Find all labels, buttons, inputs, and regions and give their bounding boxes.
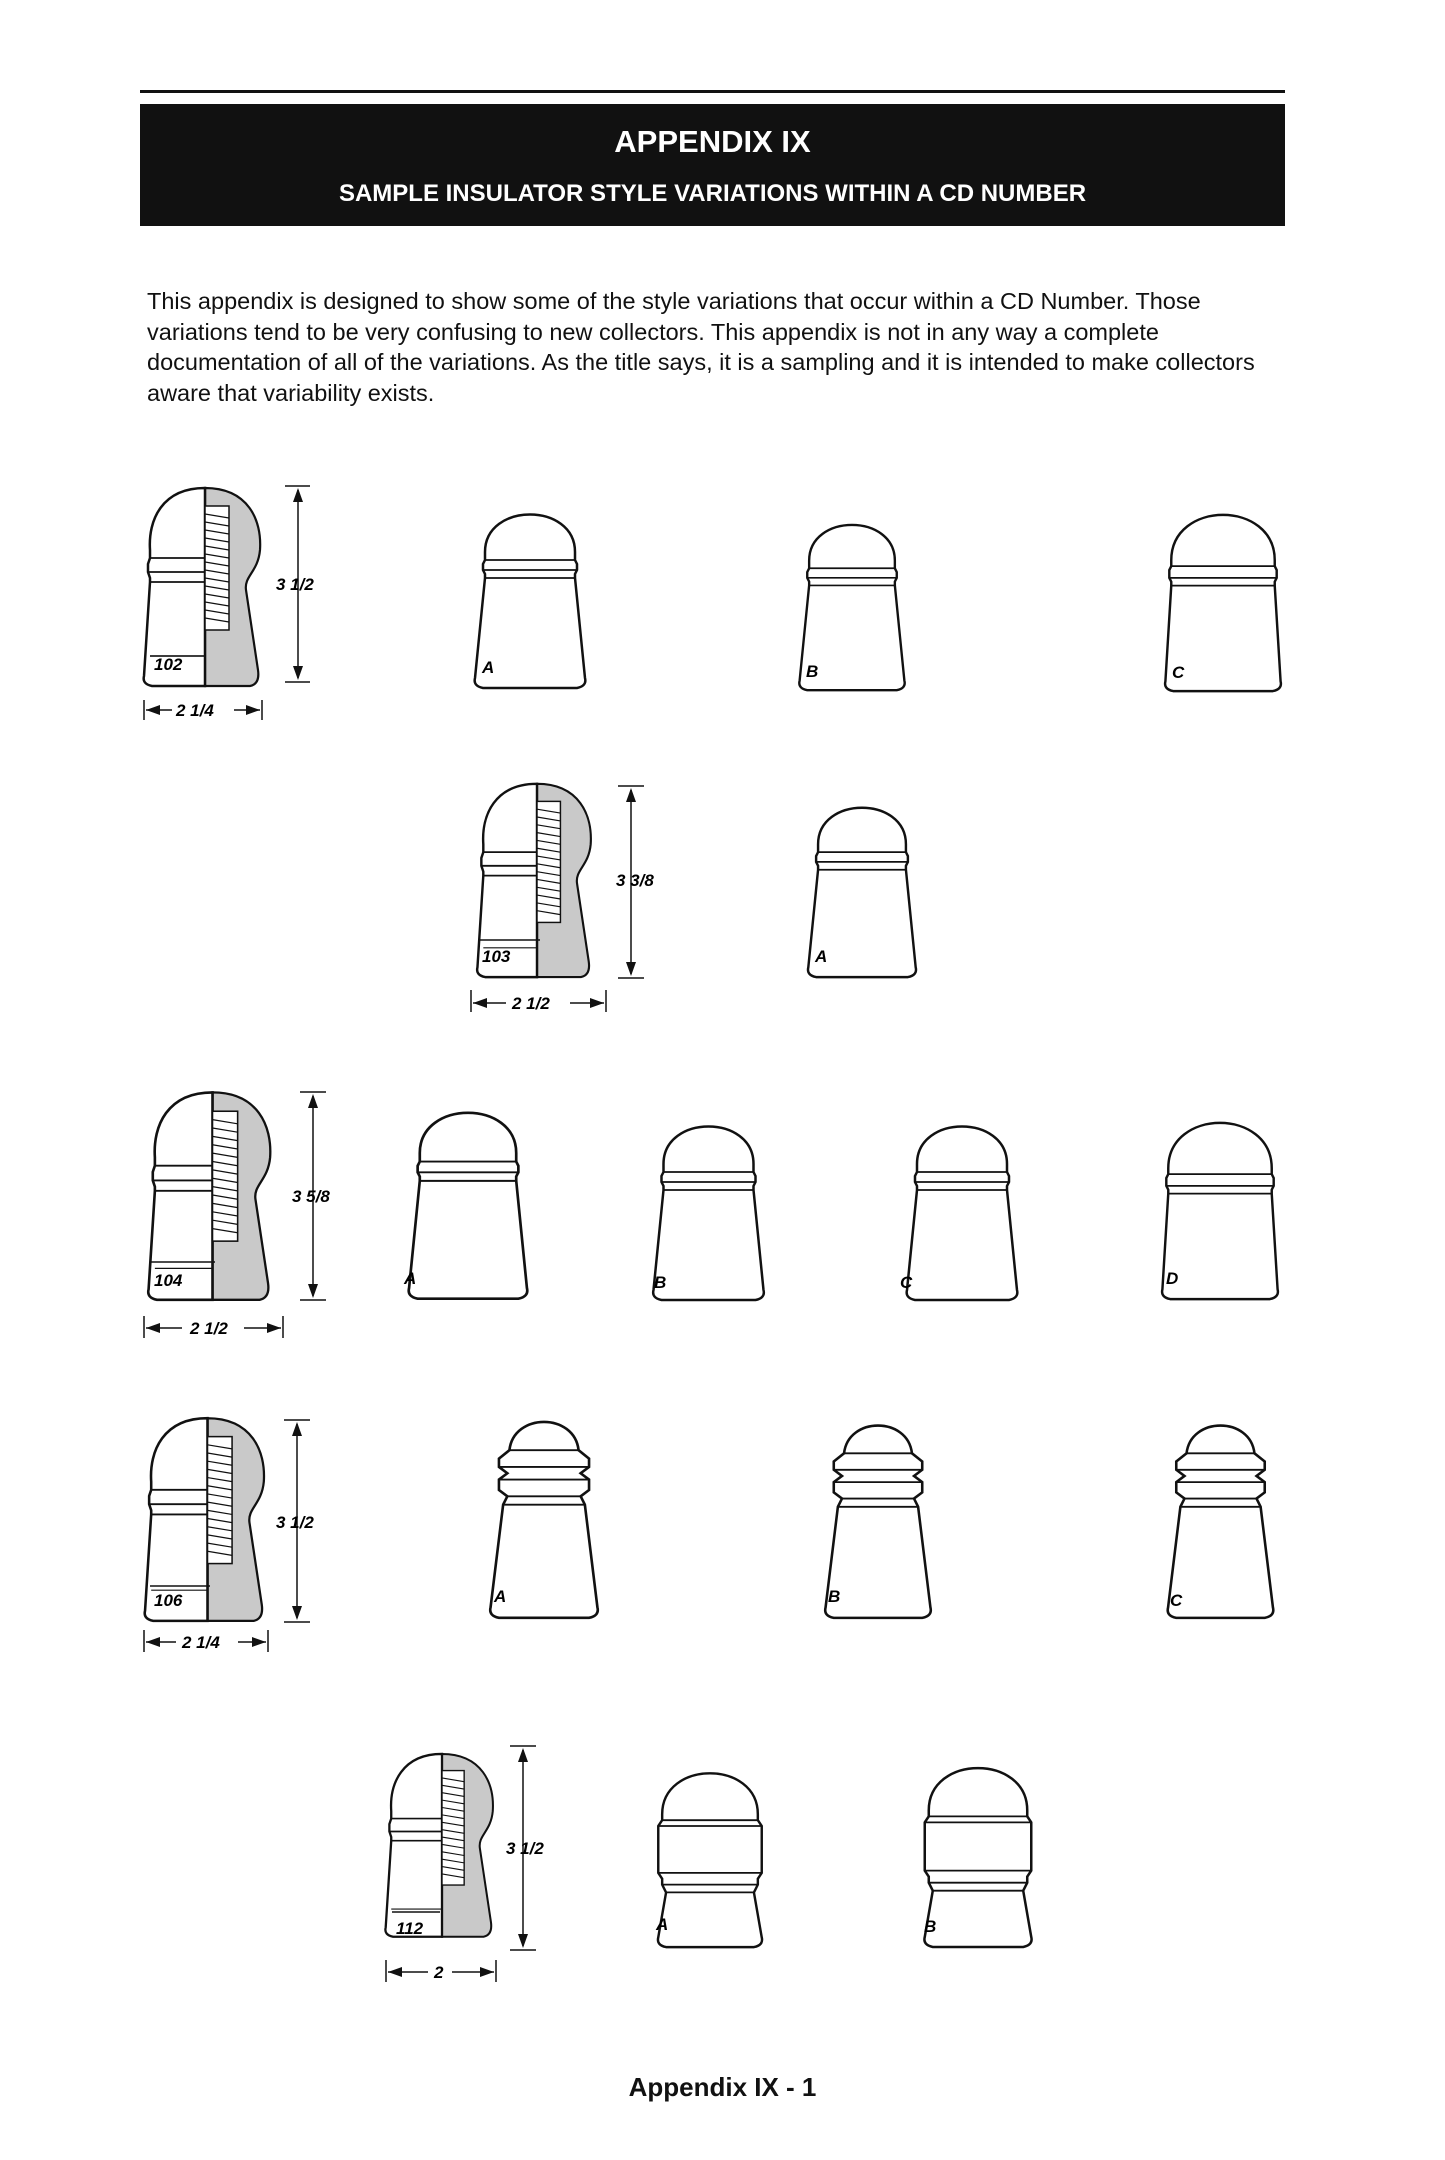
cd-104-variant-a-drawing	[409, 1113, 528, 1299]
cd-106-variant-c-label: C	[1170, 1591, 1183, 1610]
page-footer: Appendix IX - 1	[628, 2072, 817, 2102]
cd-102-height-label: 3 1/2	[276, 575, 314, 594]
cd-106-height-label: 3 1/2	[276, 1513, 314, 1532]
cd-106-variant-a-label: A	[494, 1587, 507, 1606]
cd-104-variant-c-drawing	[907, 1127, 1018, 1301]
cd-103-variant-a-label: A	[815, 947, 828, 966]
page-title: APPENDIX IX	[614, 124, 811, 159]
cd-104-variant-c-label: C	[900, 1273, 913, 1292]
cd-106-variant-c-drawing	[1168, 1426, 1274, 1618]
cd-102-width-label: 2 1/4	[176, 701, 214, 720]
cd-112-label: 112	[396, 1919, 424, 1938]
cd-112-variant-a-drawing	[658, 1773, 762, 1947]
cd-102-variant-c-label: C	[1172, 663, 1185, 682]
intro-paragraph: This appendix is designed to show some of the style variations that occur within a CD Number. Those variations tend to be very confusing to new collectors. This appendix is not in any way a complete documentation of all of the variations. As the title says, it is a sampling and it is intended to make collectors aware that variability exists.	[147, 288, 1255, 406]
cd-106-variant-b-label: B	[828, 1587, 841, 1606]
cd-112-width-label: 2	[434, 1963, 444, 1982]
cd-106-variant-b-drawing	[825, 1426, 931, 1618]
cd-104-width-label: 2 1/2	[190, 1319, 228, 1338]
cd-103-height-label: 3 3/8	[616, 871, 654, 890]
cd-112-section-drawing	[385, 1754, 493, 1937]
cd-104-variant-d-label: D	[1166, 1269, 1179, 1288]
cd-104-section-drawing	[148, 1092, 270, 1299]
cd-106-variant-a-drawing	[490, 1422, 598, 1618]
cd-112-variant-b-drawing	[924, 1768, 1031, 1947]
cd-102-variant-b-label: B	[806, 662, 819, 681]
cd-104-variant-b-drawing	[653, 1127, 764, 1301]
cd-103-label: 103	[482, 947, 511, 966]
cd-112-height-label: 3 1/2	[506, 1839, 544, 1858]
cd-102-label: 102	[154, 655, 183, 674]
cd-104-variant-b-label: B	[654, 1273, 667, 1292]
cd-104-variant-d-drawing	[1162, 1123, 1278, 1299]
cd-102-variant-a-label: A	[482, 658, 495, 677]
page-subtitle: SAMPLE INSULATOR STYLE VARIATIONS WITHIN A CD NUMBER	[338, 180, 1087, 207]
cd-106-label: 106	[154, 1591, 183, 1610]
cd-112-variant-b-label: B	[924, 1917, 937, 1936]
cd-104-variant-a-label: A	[404, 1269, 417, 1288]
cd-104-label: 104	[154, 1271, 183, 1290]
cd-112-variant-a-label: A	[656, 1915, 669, 1934]
cd-106-width-label: 2 1/4	[182, 1633, 220, 1652]
cd-104-height-label: 3 5/8	[292, 1187, 330, 1206]
cd-103-width-label: 2 1/2	[512, 994, 550, 1013]
